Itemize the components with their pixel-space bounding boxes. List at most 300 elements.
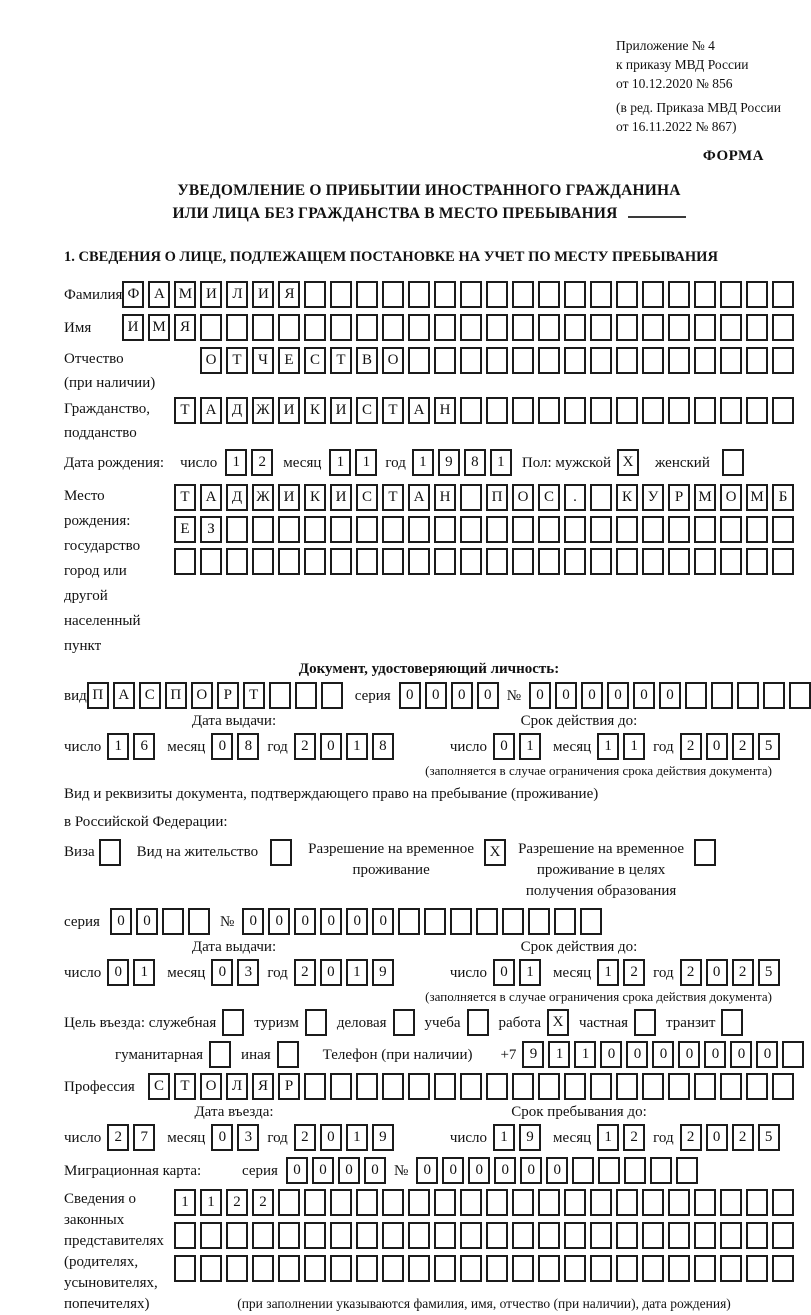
form-cell[interactable]: 9: [372, 959, 394, 986]
form-cell[interactable]: Т: [382, 484, 404, 511]
form-cell[interactable]: 2: [732, 733, 754, 760]
form-cell[interactable]: И: [330, 397, 352, 424]
form-cell[interactable]: [538, 281, 560, 308]
form-cell[interactable]: [382, 1189, 404, 1216]
form-cell[interactable]: [538, 1255, 560, 1282]
form-cell[interactable]: Л: [226, 281, 248, 308]
form-cell[interactable]: [512, 1222, 534, 1249]
form-cell[interactable]: .: [564, 484, 586, 511]
form-cell[interactable]: [746, 347, 768, 374]
form-cell[interactable]: [668, 516, 690, 543]
form-cell[interactable]: [564, 1189, 586, 1216]
form-cell[interactable]: 1: [519, 733, 541, 760]
form-cell[interactable]: [772, 314, 794, 341]
form-cell[interactable]: [598, 1157, 620, 1184]
form-cell[interactable]: [174, 1255, 196, 1282]
form-cell[interactable]: [434, 548, 456, 575]
form-cell[interactable]: [460, 281, 482, 308]
form-cell[interactable]: Т: [382, 397, 404, 424]
form-cell[interactable]: 2: [251, 449, 273, 476]
form-cell[interactable]: [434, 347, 456, 374]
form-cell[interactable]: [450, 908, 472, 935]
form-cell[interactable]: [382, 1073, 404, 1100]
form-cell[interactable]: [616, 397, 638, 424]
form-cell[interactable]: Б: [772, 484, 794, 511]
form-cell[interactable]: [694, 839, 716, 866]
form-cell[interactable]: [722, 449, 744, 476]
form-cell[interactable]: [642, 1222, 664, 1249]
form-cell[interactable]: 0: [626, 1041, 648, 1068]
form-cell[interactable]: О: [191, 682, 213, 709]
form-cell[interactable]: Т: [174, 397, 196, 424]
form-cell[interactable]: М: [694, 484, 716, 511]
form-cell[interactable]: 2: [107, 1124, 129, 1151]
form-cell[interactable]: Р: [668, 484, 690, 511]
form-cell[interactable]: [746, 1073, 768, 1100]
form-cell[interactable]: 3: [237, 1124, 259, 1151]
form-cell[interactable]: 5: [758, 733, 780, 760]
form-cell[interactable]: [330, 1222, 352, 1249]
form-cell[interactable]: 1: [493, 1124, 515, 1151]
form-cell[interactable]: [642, 548, 664, 575]
form-cell[interactable]: 5: [758, 1124, 780, 1151]
form-cell[interactable]: [200, 1255, 222, 1282]
form-cell[interactable]: [694, 347, 716, 374]
form-cell[interactable]: Ж: [252, 484, 274, 511]
form-cell[interactable]: [694, 1073, 716, 1100]
form-cell[interactable]: [512, 281, 534, 308]
form-cell[interactable]: [252, 314, 274, 341]
form-cell[interactable]: [772, 548, 794, 575]
form-cell[interactable]: 0: [659, 682, 681, 709]
form-cell[interactable]: [720, 397, 742, 424]
form-cell[interactable]: 2: [294, 1124, 316, 1151]
form-cell[interactable]: Ж: [252, 397, 274, 424]
form-cell[interactable]: [642, 281, 664, 308]
form-cell[interactable]: [590, 281, 612, 308]
form-cell[interactable]: [746, 1222, 768, 1249]
form-cell[interactable]: [668, 1189, 690, 1216]
form-cell[interactable]: [746, 281, 768, 308]
form-cell[interactable]: [512, 397, 534, 424]
form-cell[interactable]: [512, 314, 534, 341]
form-cell[interactable]: 0: [320, 733, 342, 760]
form-cell[interactable]: [278, 1255, 300, 1282]
form-cell[interactable]: [460, 548, 482, 575]
form-cell[interactable]: [460, 484, 482, 511]
form-cell[interactable]: Р: [217, 682, 239, 709]
form-cell[interactable]: [590, 516, 612, 543]
form-cell[interactable]: [746, 1255, 768, 1282]
form-cell[interactable]: 0: [320, 1124, 342, 1151]
form-cell[interactable]: 0: [425, 682, 447, 709]
form-cell[interactable]: [304, 1073, 326, 1100]
form-cell[interactable]: [590, 347, 612, 374]
form-cell[interactable]: [512, 1255, 534, 1282]
form-cell[interactable]: [252, 516, 274, 543]
form-cell[interactable]: [616, 1222, 638, 1249]
form-cell[interactable]: Л: [226, 1073, 248, 1100]
form-cell[interactable]: 3: [237, 959, 259, 986]
form-cell[interactable]: [694, 1222, 716, 1249]
form-cell[interactable]: [720, 314, 742, 341]
form-cell[interactable]: 1: [597, 959, 619, 986]
form-cell[interactable]: [590, 484, 612, 511]
form-cell[interactable]: [222, 1009, 244, 1036]
form-cell[interactable]: 2: [294, 959, 316, 986]
form-cell[interactable]: [720, 281, 742, 308]
form-cell[interactable]: [304, 1255, 326, 1282]
form-cell[interactable]: [590, 1073, 612, 1100]
form-cell[interactable]: [330, 281, 352, 308]
form-cell[interactable]: [467, 1009, 489, 1036]
form-cell[interactable]: [590, 1255, 612, 1282]
form-cell[interactable]: С: [139, 682, 161, 709]
form-cell[interactable]: 2: [732, 1124, 754, 1151]
form-cell[interactable]: [512, 1073, 534, 1100]
form-cell[interactable]: [668, 347, 690, 374]
form-cell[interactable]: [564, 548, 586, 575]
form-cell[interactable]: [772, 1073, 794, 1100]
form-cell[interactable]: [512, 516, 534, 543]
form-cell[interactable]: О: [382, 347, 404, 374]
form-cell[interactable]: [330, 548, 352, 575]
form-cell[interactable]: 2: [252, 1189, 274, 1216]
form-cell[interactable]: 2: [623, 1124, 645, 1151]
form-cell[interactable]: [330, 516, 352, 543]
form-cell[interactable]: [408, 1189, 430, 1216]
form-cell[interactable]: [668, 281, 690, 308]
form-cell[interactable]: Д: [226, 397, 248, 424]
form-cell[interactable]: [321, 682, 343, 709]
form-cell[interactable]: Я: [252, 1073, 274, 1100]
form-cell[interactable]: 0: [494, 1157, 516, 1184]
form-cell[interactable]: [642, 347, 664, 374]
form-cell[interactable]: Т: [174, 484, 196, 511]
form-cell[interactable]: И: [278, 397, 300, 424]
form-cell[interactable]: 0: [107, 959, 129, 986]
form-cell[interactable]: [408, 314, 430, 341]
form-cell[interactable]: Я: [174, 314, 196, 341]
form-cell[interactable]: [252, 1255, 274, 1282]
form-cell[interactable]: [434, 281, 456, 308]
form-cell[interactable]: [162, 908, 184, 935]
form-cell[interactable]: [408, 1255, 430, 1282]
form-cell[interactable]: 0: [364, 1157, 386, 1184]
form-cell[interactable]: 0: [706, 1124, 728, 1151]
form-cell[interactable]: [382, 548, 404, 575]
form-cell[interactable]: [538, 397, 560, 424]
form-cell[interactable]: [408, 281, 430, 308]
form-cell[interactable]: [564, 314, 586, 341]
form-cell[interactable]: [616, 347, 638, 374]
form-cell[interactable]: 0: [242, 908, 264, 935]
form-cell[interactable]: [330, 1073, 352, 1100]
form-cell[interactable]: [356, 1073, 378, 1100]
form-cell[interactable]: [382, 314, 404, 341]
form-cell[interactable]: [382, 516, 404, 543]
form-cell[interactable]: [200, 1222, 222, 1249]
form-cell[interactable]: [564, 516, 586, 543]
form-cell[interactable]: С: [538, 484, 560, 511]
form-cell[interactable]: 0: [468, 1157, 490, 1184]
form-cell[interactable]: К: [304, 484, 326, 511]
form-cell[interactable]: [789, 682, 811, 709]
form-cell[interactable]: 1: [133, 959, 155, 986]
form-cell[interactable]: К: [304, 397, 326, 424]
form-cell[interactable]: С: [148, 1073, 170, 1100]
form-cell[interactable]: [434, 516, 456, 543]
form-cell[interactable]: [642, 1189, 664, 1216]
form-cell[interactable]: 2: [294, 733, 316, 760]
form-cell[interactable]: [564, 281, 586, 308]
form-cell[interactable]: [572, 1157, 594, 1184]
form-cell[interactable]: 0: [529, 682, 551, 709]
form-cell[interactable]: 0: [268, 908, 290, 935]
form-cell[interactable]: Н: [434, 397, 456, 424]
form-cell[interactable]: [772, 1255, 794, 1282]
form-cell[interactable]: [174, 1222, 196, 1249]
form-cell[interactable]: [642, 314, 664, 341]
form-cell[interactable]: К: [616, 484, 638, 511]
form-cell[interactable]: [393, 1009, 415, 1036]
form-cell[interactable]: [278, 516, 300, 543]
form-cell[interactable]: 1: [490, 449, 512, 476]
form-cell[interactable]: [460, 397, 482, 424]
form-cell[interactable]: 0: [442, 1157, 464, 1184]
form-cell[interactable]: [616, 314, 638, 341]
form-cell[interactable]: [200, 548, 222, 575]
form-cell[interactable]: [538, 548, 560, 575]
form-cell[interactable]: 0: [704, 1041, 726, 1068]
form-cell[interactable]: Р: [278, 1073, 300, 1100]
form-cell[interactable]: 0: [678, 1041, 700, 1068]
form-cell[interactable]: [720, 1189, 742, 1216]
form-cell[interactable]: [564, 1073, 586, 1100]
form-cell[interactable]: 7: [133, 1124, 155, 1151]
form-cell[interactable]: 1: [107, 733, 129, 760]
form-cell[interactable]: 0: [520, 1157, 542, 1184]
form-cell[interactable]: [502, 908, 524, 935]
form-cell[interactable]: А: [408, 397, 430, 424]
form-cell[interactable]: [486, 397, 508, 424]
form-cell[interactable]: [330, 314, 352, 341]
form-cell[interactable]: [650, 1157, 672, 1184]
form-cell[interactable]: [278, 314, 300, 341]
form-cell[interactable]: С: [356, 484, 378, 511]
form-cell[interactable]: 1: [225, 449, 247, 476]
form-cell[interactable]: [528, 908, 550, 935]
form-cell[interactable]: [226, 1255, 248, 1282]
form-cell[interactable]: 1: [346, 733, 368, 760]
form-cell[interactable]: [356, 548, 378, 575]
form-cell[interactable]: [694, 314, 716, 341]
form-cell[interactable]: [642, 397, 664, 424]
form-cell[interactable]: 8: [237, 733, 259, 760]
form-cell[interactable]: И: [252, 281, 274, 308]
form-cell[interactable]: [746, 1189, 768, 1216]
form-cell[interactable]: 0: [372, 908, 394, 935]
form-cell[interactable]: [460, 347, 482, 374]
form-cell[interactable]: [590, 548, 612, 575]
form-cell[interactable]: 0: [600, 1041, 622, 1068]
form-cell[interactable]: 0: [706, 733, 728, 760]
form-cell[interactable]: 1: [623, 733, 645, 760]
form-cell[interactable]: 0: [607, 682, 629, 709]
form-cell[interactable]: Т: [330, 347, 352, 374]
form-cell[interactable]: [624, 1157, 646, 1184]
form-cell[interactable]: X: [484, 839, 506, 866]
form-cell[interactable]: [330, 1189, 352, 1216]
form-cell[interactable]: 0: [338, 1157, 360, 1184]
form-cell[interactable]: 2: [680, 959, 702, 986]
form-cell[interactable]: [538, 347, 560, 374]
form-cell[interactable]: 1: [346, 959, 368, 986]
form-cell[interactable]: [720, 1222, 742, 1249]
form-cell[interactable]: [460, 314, 482, 341]
form-cell[interactable]: [538, 1189, 560, 1216]
form-cell[interactable]: [538, 1222, 560, 1249]
form-cell[interactable]: [564, 347, 586, 374]
form-cell[interactable]: [580, 908, 602, 935]
form-cell[interactable]: 0: [211, 959, 233, 986]
form-cell[interactable]: [486, 1255, 508, 1282]
form-cell[interactable]: [512, 347, 534, 374]
form-cell[interactable]: И: [122, 314, 144, 341]
form-cell[interactable]: [694, 1255, 716, 1282]
form-cell[interactable]: [278, 548, 300, 575]
form-cell[interactable]: [382, 1255, 404, 1282]
form-cell[interactable]: [277, 1041, 299, 1068]
form-cell[interactable]: [486, 548, 508, 575]
form-cell[interactable]: 0: [477, 682, 499, 709]
form-cell[interactable]: [486, 314, 508, 341]
form-cell[interactable]: [554, 908, 576, 935]
form-cell[interactable]: 9: [519, 1124, 541, 1151]
form-cell[interactable]: [668, 1255, 690, 1282]
form-cell[interactable]: 0: [581, 682, 603, 709]
form-cell[interactable]: [356, 1222, 378, 1249]
form-cell[interactable]: [564, 1255, 586, 1282]
form-cell[interactable]: [486, 347, 508, 374]
form-cell[interactable]: [434, 1222, 456, 1249]
form-cell[interactable]: [668, 1073, 690, 1100]
form-cell[interactable]: Т: [174, 1073, 196, 1100]
form-cell[interactable]: 1: [412, 449, 434, 476]
form-cell[interactable]: [616, 548, 638, 575]
form-cell[interactable]: [434, 1189, 456, 1216]
form-cell[interactable]: [538, 314, 560, 341]
form-cell[interactable]: [486, 516, 508, 543]
form-cell[interactable]: [616, 516, 638, 543]
form-cell[interactable]: 1: [329, 449, 351, 476]
form-cell[interactable]: 0: [286, 1157, 308, 1184]
form-cell[interactable]: 0: [756, 1041, 778, 1068]
form-cell[interactable]: [486, 1073, 508, 1100]
form-cell[interactable]: [424, 908, 446, 935]
form-cell[interactable]: М: [148, 314, 170, 341]
form-cell[interactable]: [460, 1255, 482, 1282]
form-cell[interactable]: [305, 1009, 327, 1036]
form-cell[interactable]: [188, 908, 210, 935]
form-cell[interactable]: 1: [519, 959, 541, 986]
form-cell[interactable]: 2: [226, 1189, 248, 1216]
form-cell[interactable]: 0: [320, 908, 342, 935]
form-cell[interactable]: Ф: [122, 281, 144, 308]
form-cell[interactable]: [398, 908, 420, 935]
form-cell[interactable]: 0: [110, 908, 132, 935]
form-cell[interactable]: [382, 281, 404, 308]
form-cell[interactable]: 0: [320, 959, 342, 986]
form-cell[interactable]: [304, 314, 326, 341]
form-cell[interactable]: [634, 1009, 656, 1036]
form-cell[interactable]: 0: [546, 1157, 568, 1184]
form-cell[interactable]: [694, 1189, 716, 1216]
form-cell[interactable]: [772, 281, 794, 308]
form-cell[interactable]: [304, 548, 326, 575]
form-cell[interactable]: [408, 548, 430, 575]
form-cell[interactable]: 0: [136, 908, 158, 935]
form-cell[interactable]: О: [512, 484, 534, 511]
form-cell[interactable]: 2: [680, 1124, 702, 1151]
form-cell[interactable]: [694, 397, 716, 424]
form-cell[interactable]: 1: [548, 1041, 570, 1068]
form-cell[interactable]: 0: [652, 1041, 674, 1068]
form-cell[interactable]: [304, 516, 326, 543]
form-cell[interactable]: 1: [597, 1124, 619, 1151]
form-cell[interactable]: [616, 281, 638, 308]
form-cell[interactable]: [434, 314, 456, 341]
form-cell[interactable]: 8: [464, 449, 486, 476]
form-cell[interactable]: [590, 314, 612, 341]
form-cell[interactable]: [200, 314, 222, 341]
form-cell[interactable]: И: [200, 281, 222, 308]
form-cell[interactable]: [486, 281, 508, 308]
form-cell[interactable]: [616, 1073, 638, 1100]
form-cell[interactable]: [295, 682, 317, 709]
form-cell[interactable]: [408, 1073, 430, 1100]
form-cell[interactable]: О: [720, 484, 742, 511]
form-cell[interactable]: М: [174, 281, 196, 308]
form-cell[interactable]: [269, 682, 291, 709]
form-cell[interactable]: [226, 1222, 248, 1249]
form-cell[interactable]: Ч: [252, 347, 274, 374]
form-cell[interactable]: [564, 1222, 586, 1249]
form-cell[interactable]: [668, 1222, 690, 1249]
form-cell[interactable]: [616, 1255, 638, 1282]
form-cell[interactable]: [356, 1189, 378, 1216]
form-cell[interactable]: 1: [597, 733, 619, 760]
form-cell[interactable]: 0: [294, 908, 316, 935]
form-cell[interactable]: [746, 548, 768, 575]
form-cell[interactable]: [99, 839, 121, 866]
form-cell[interactable]: 8: [372, 733, 394, 760]
form-cell[interactable]: [720, 1073, 742, 1100]
form-cell[interactable]: 1: [574, 1041, 596, 1068]
form-cell[interactable]: [278, 1222, 300, 1249]
form-cell[interactable]: В: [356, 347, 378, 374]
form-cell[interactable]: X: [547, 1009, 569, 1036]
form-cell[interactable]: [460, 1222, 482, 1249]
form-cell[interactable]: З: [200, 516, 222, 543]
form-cell[interactable]: [538, 516, 560, 543]
form-cell[interactable]: [252, 1222, 274, 1249]
form-cell[interactable]: 0: [730, 1041, 752, 1068]
form-cell[interactable]: Д: [226, 484, 248, 511]
form-cell[interactable]: 0: [493, 733, 515, 760]
form-cell[interactable]: [772, 1189, 794, 1216]
form-cell[interactable]: 0: [451, 682, 473, 709]
